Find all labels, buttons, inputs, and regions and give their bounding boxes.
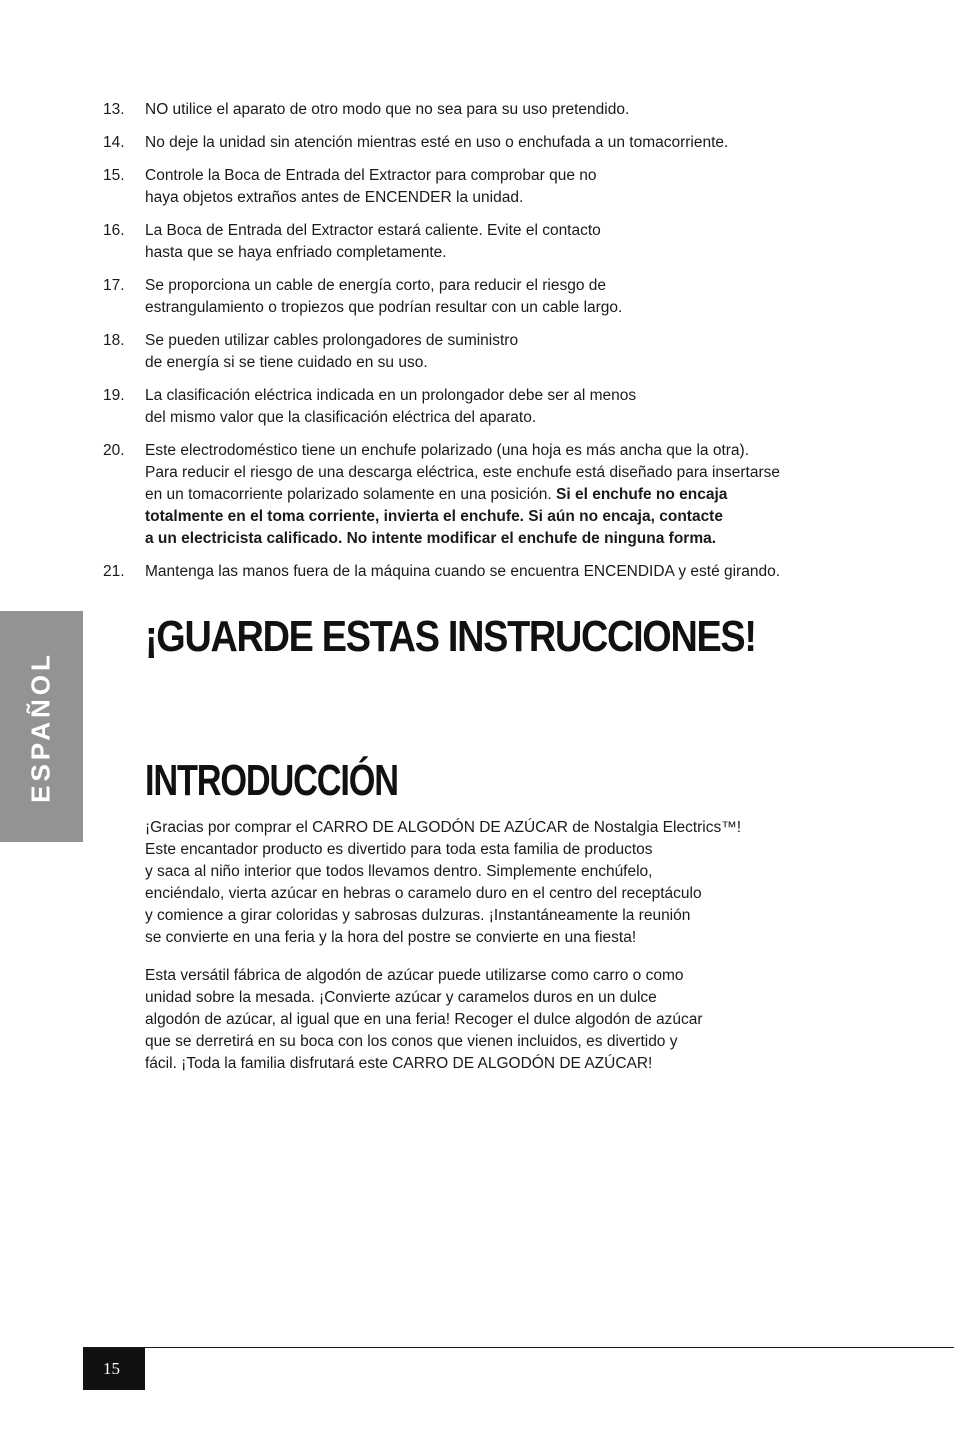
item-text: No deje la unidad sin atención mientras esté en uso o enchufada a un tomacorriente. — [145, 134, 729, 151]
list-item — [103, 561, 843, 583]
list-item — [103, 99, 843, 121]
safety-instructions-list — [103, 99, 843, 594]
item-number: 19. — [103, 387, 125, 404]
list-item — [103, 132, 843, 154]
item-text: Se pueden utilizar cables prolongadores de suministro de energía si se tiene cuidado en su uso. — [145, 332, 519, 371]
item-text-regular: Este electrodoméstico tiene un enchufe polarizado (una hoja es más ancha que la otra). Para reducir el riesgo de una descarga eléctrica, este enchufe está diseñado para insertarse en un tomacorriente polarizado solamente en una posición. — [145, 442, 781, 503]
language-label: ESPAÑOL — [25, 651, 56, 803]
item-text — [145, 440, 843, 550]
item-number: 16. — [103, 222, 125, 239]
introduction-body — [145, 817, 785, 1089]
list-item — [103, 275, 843, 319]
item-text: Controle la Boca de Entrada del Extractor para comprobar que no haya objetos extraños antes de ENCENDER la unidad. — [145, 167, 597, 206]
footer-divider — [83, 1347, 954, 1348]
language-side-tab — [0, 611, 83, 842]
item-number: 20. — [103, 442, 125, 459]
item-number: 13. — [103, 101, 125, 118]
intro-paragraph-1: ¡Gracias por comprar el CARRO DE ALGODÓN DE AZÚCAR de Nostalgia Electrics™! Este encantador producto es divertido para toda esta familia de productos y saca al niño interior que todos llevamos dentro. Simplemente enchúfelo, enciéndalo, vierta azúcar en hebras o caramelo duro en el centro del receptáculo y comience a girar coloridas y sabrosas dulzuras. ¡Instantáneamente la reunión se convierte en una feria y la hora del postre se convierte en una fiesta! — [145, 819, 742, 946]
list-item — [103, 220, 843, 264]
list-item — [103, 330, 843, 374]
item-text: Mantenga las manos fuera de la máquina cuando se encuentra ENCENDIDA y esté girando. — [145, 563, 781, 580]
item-text: NO utilice el aparato de otro modo que no sea para su uso pretendido. — [145, 101, 630, 118]
save-instructions-heading: ¡GUARDE ESTAS INSTRUCCIONES! — [145, 612, 756, 661]
item-text: La clasificación eléctrica indicada en un prolongador debe ser al menos del mismo valor que la clasificación eléctrica del aparato. — [145, 387, 637, 426]
list-item — [103, 165, 843, 209]
item-text-bold: Si el enchufe no encaja totalmente en el toma corriente, invierta el enchufe. Si aún no encaja, contacte a un electricista calificado. No intente modificar el enchufe de ninguna forma. — [145, 486, 728, 547]
item-number: 14. — [103, 134, 125, 151]
item-text: Se proporciona un cable de energía corto, para reducir el riesgo de estrangulamiento o tropiezos que podrían resultar con un cable largo. — [145, 277, 623, 316]
intro-paragraph-2: Esta versátil fábrica de algodón de azúcar puede utilizarse como carro o como unidad sobre la mesada. ¡Convierte azúcar y caramelos duros en un dulce algodón de azúcar, al igual que en una feria! Recoger el dulce algodón de azúcar que se derretirá en su boca con los conos que vienen incluidos, es divertido y fácil. ¡Toda la familia disfrutará este CARRO DE ALGODÓN DE AZÚCAR! — [145, 967, 703, 1072]
item-number: 18. — [103, 332, 125, 349]
item-number: 21. — [103, 563, 125, 580]
introduction-heading: INTRODUCCIÓN — [145, 756, 398, 805]
page-number: 15 — [83, 1348, 145, 1390]
item-text: La Boca de Entrada del Extractor estará caliente. Evite el contacto hasta que se haya enfriado completamente. — [145, 222, 601, 261]
item-number: 15. — [103, 167, 125, 184]
list-item — [103, 440, 843, 550]
list-item — [103, 385, 843, 429]
item-number: 17. — [103, 277, 125, 294]
